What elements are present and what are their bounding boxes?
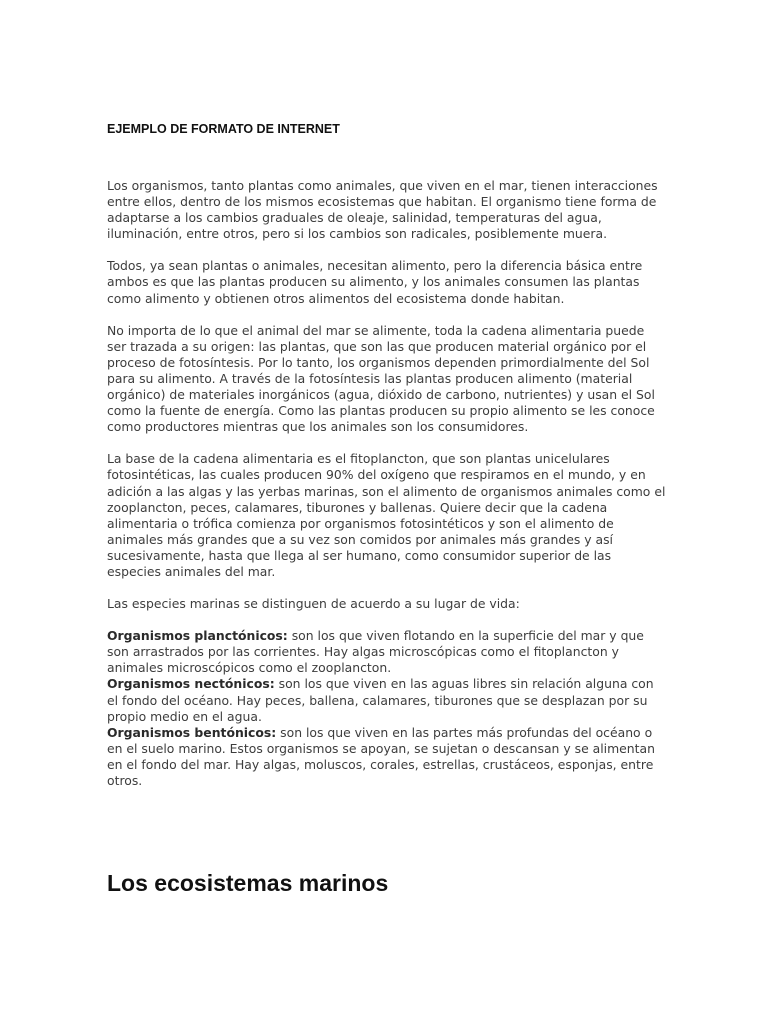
document-heading: EJEMPLO DE FORMATO DE INTERNET [107, 122, 340, 136]
organism-description: son los que viven en las partes más profundas del océano o en el suelo marino. Estos organismos se apoyan, se sujetan o descansan y se alimentan en el fondo del mar. Hay algas, moluscos, corales, estrellas, crustáceos, esponjas, entre otros. [107, 724, 655, 788]
document-body [107, 178, 667, 789]
organism-term: Organismos nectónicos: [107, 676, 275, 692]
paragraph-intro: Los organismos, tanto plantas como animales, que viven en el mar, tienen interacciones entre ellos, dentro de los mismos ecosistemas que habitan. El organismo tiene forma de adaptarse a los cambios graduales de oleaje, salinidad, temperaturas del agua, iluminación, entre otros, pero si los cambios son radicales, posiblemente muera. [107, 178, 658, 242]
organism-nektonic [107, 676, 667, 724]
paragraph-food-chain: La base de la cadena alimentaria es el fitoplancton, que son plantas unicelulares fotosintéticas, las cuales producen 90% del oxígeno que respiramos en el mundo, y en adición a las algas y las yerbas marinas, son el alimento de organismos animales como el zooplancton, peces, calamares, tiburones y ballenas. Quiere decir que la cadena alimentaria o trófica comienza por organismos fotosintéticos y son el alimento de animales más grandes que a su vez son comidos por animales más grandes y así sucesivamente, hasta que llega al ser humano, como consumidor superior de las especies animales del mar. [107, 451, 666, 579]
section-title: Los ecosistemas marinos [107, 870, 389, 896]
paragraph-food: Todos, ya sean plantas o animales, necesitan alimento, pero la diferencia básica entre ambos es que las plantas producen su alimento, y los animales consumen las plantas como alimento y obtienen otros alimentos del ecosistema donde habitan. [107, 258, 643, 306]
paragraph-photosynthesis: No importa de lo que el animal del mar se alimente, toda la cadena alimentaria puede ser trazada a su origen: las plantas, que son las que producen material orgánico por el proceso de fotosíntesis. Por lo tanto, los organismos dependen primordialmente del Sol para su alimento. A través de la fotosíntesis las plantas producen alimento (material orgánico) de materiales inorgánicos (agua, dióxido de carbono, nutrientes) y usan el Sol como la fuente de energía. Como las plantas producen su propio alimento se les conoce como productores mientras que los animales son los consumidores. [107, 322, 655, 435]
organism-term: Organismos planctónicos: [107, 628, 288, 644]
paragraph-species-intro: Las especies marinas se distinguen de acuerdo a su lugar de vida: [107, 596, 520, 612]
organism-benthic [107, 725, 667, 789]
organism-description: son los que viven en las aguas libres sin relación alguna con el fondo del océano. Hay peces, ballena, calamares, tiburones que se desplazan por su propio medio en el agua. [107, 676, 654, 724]
organism-description: son los que viven flotando en la superficie del mar y que son arrastrados por las corrientes. Hay algas microscópicas como el fitoplancton y animales microscópicos como el zooplancton. [107, 628, 644, 676]
organism-term: Organismos bentónicos: [107, 724, 277, 740]
organism-planktonic [107, 628, 667, 676]
